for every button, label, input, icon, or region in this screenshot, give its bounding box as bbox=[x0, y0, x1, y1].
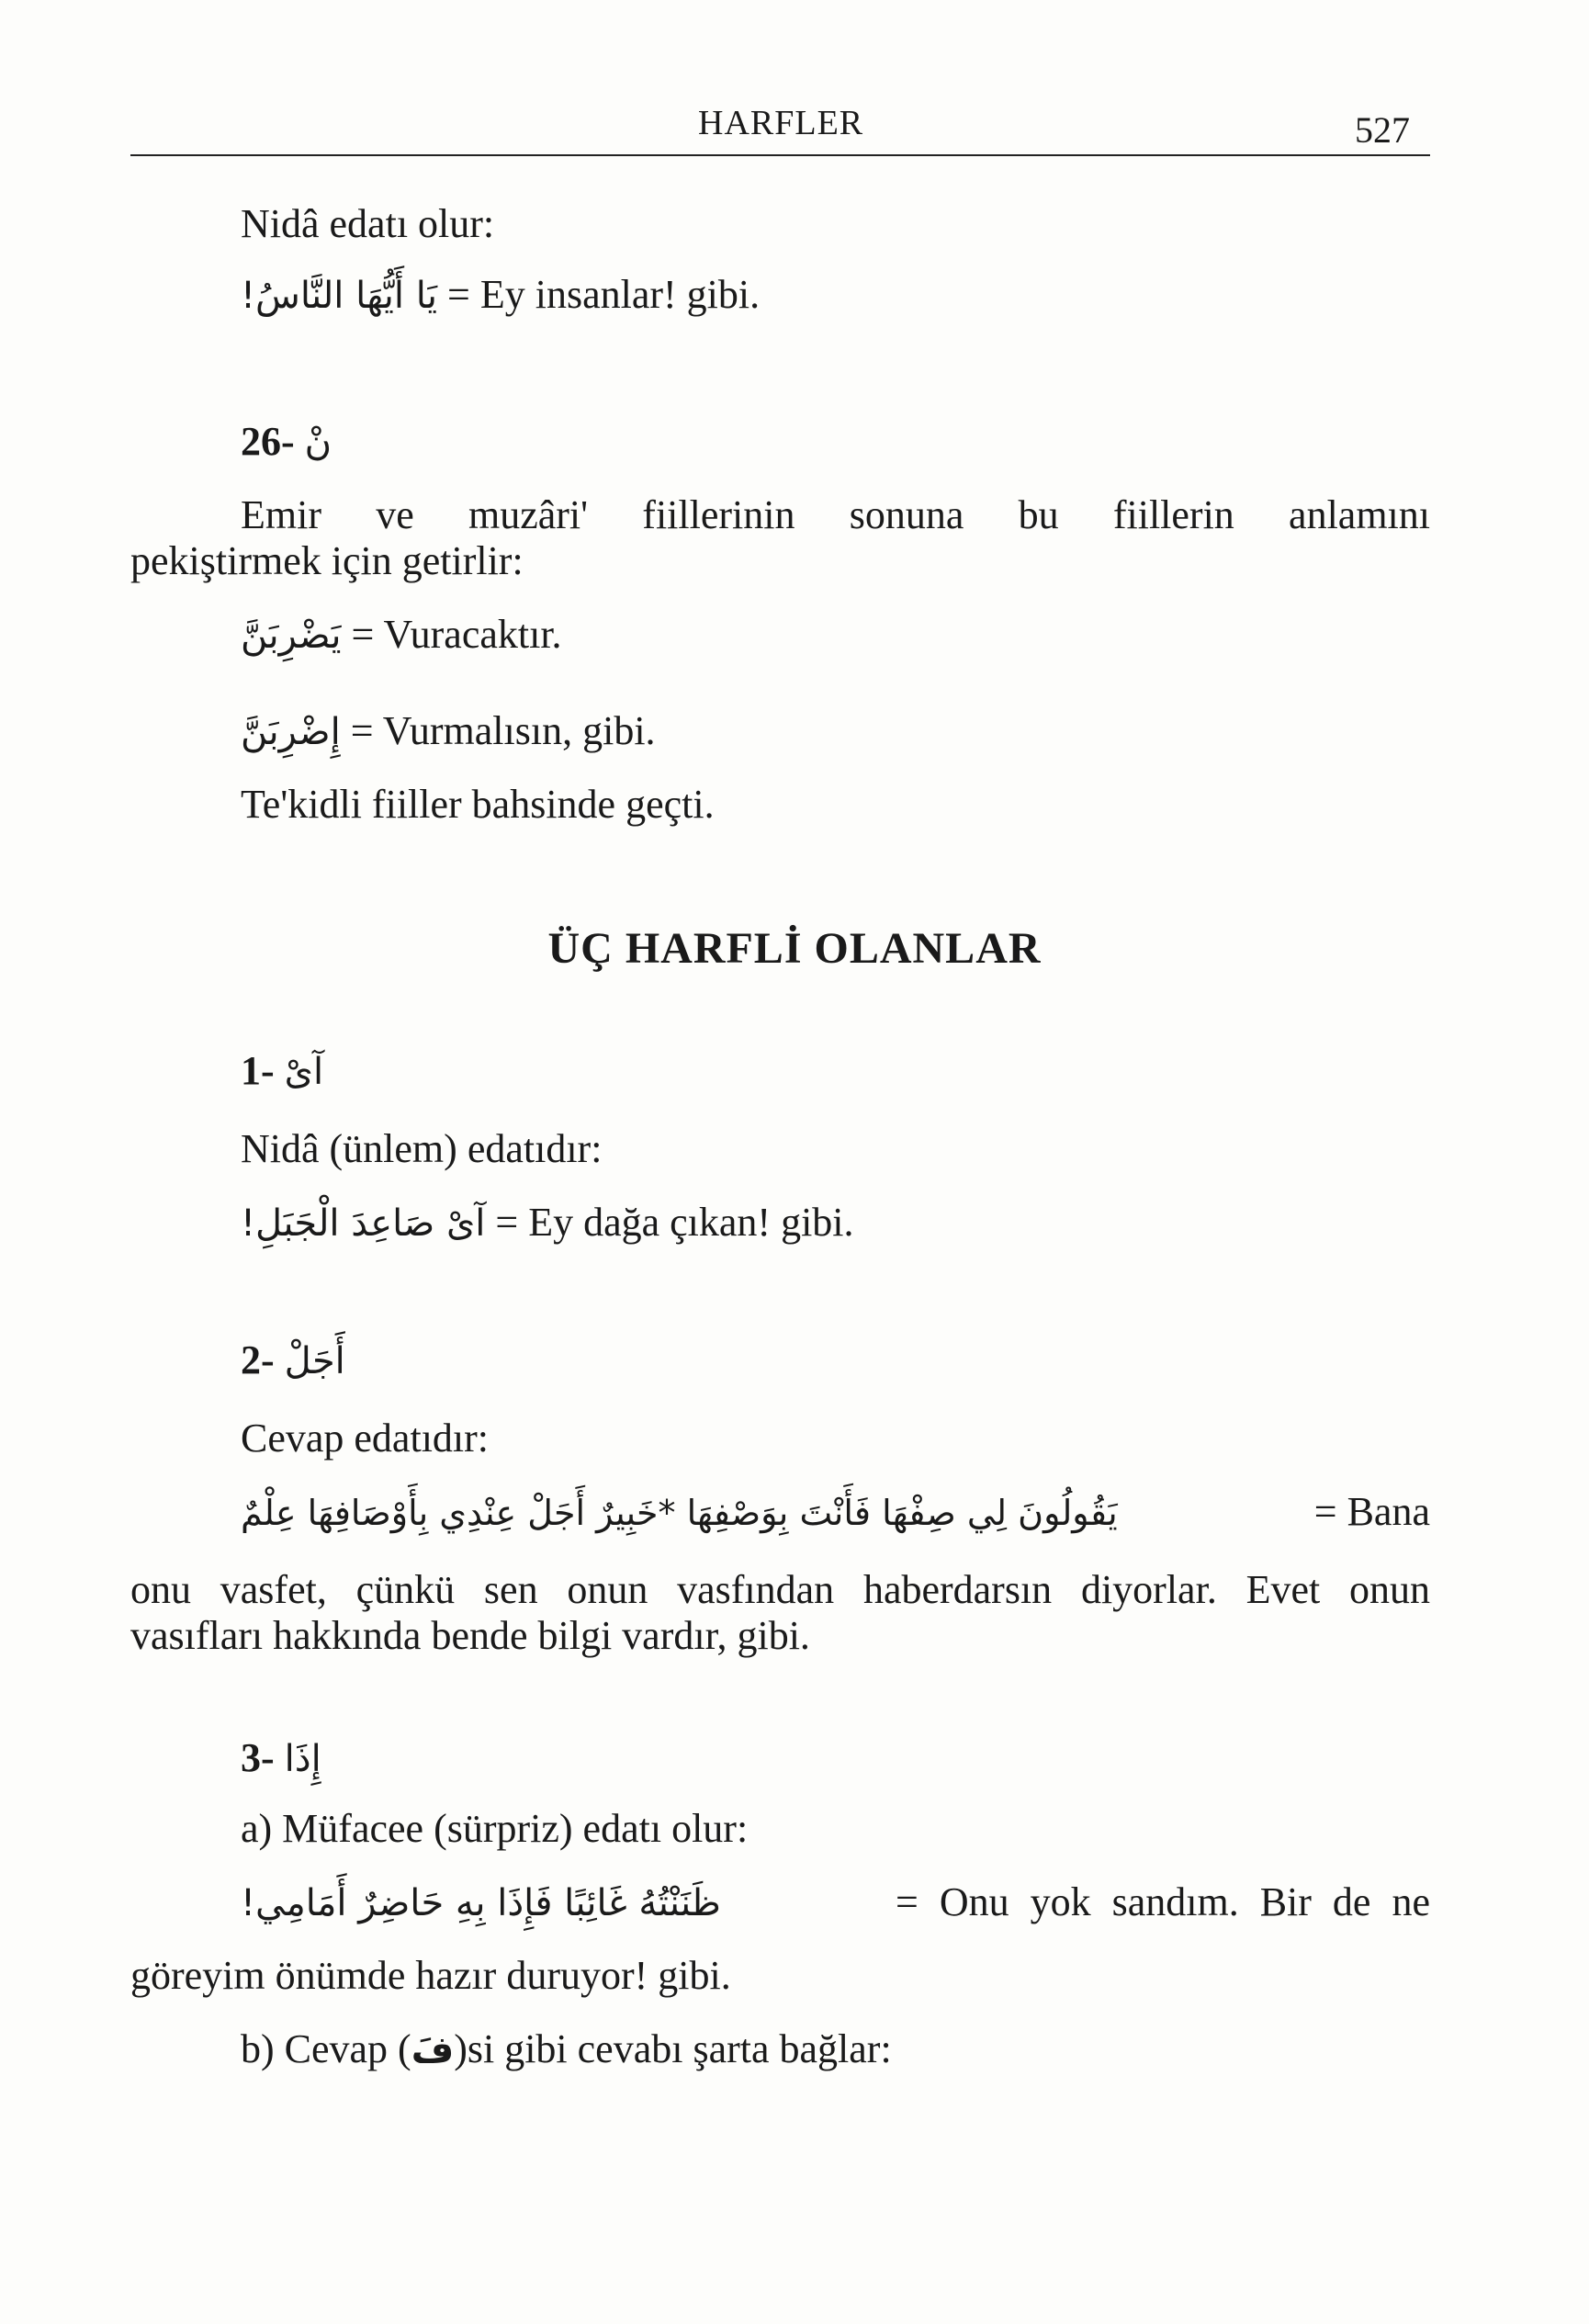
item-1-desc: Nidâ (ünlem) edatıdır: bbox=[241, 1126, 603, 1171]
example-meaning: = Vurmalısın, gibi. bbox=[350, 708, 656, 753]
section-title: ÜÇ HARFLİ OLANLAR bbox=[547, 924, 1042, 973]
arabic-example: يَضْرِبَنَّ bbox=[241, 615, 342, 657]
item-letter: أَجَلْ bbox=[284, 1340, 345, 1382]
item-2-meaning-line2: onu vasfet, çünkü sen onun vasfından haberdarsın diyorlar. Evet onun bbox=[130, 1567, 1430, 1612]
arabic-letter: فَ bbox=[411, 2029, 455, 2071]
item-3-a-meaning-line2: göreyim önümde hazır duruyor! gibi. bbox=[130, 1953, 731, 1998]
item-letter: نْ bbox=[304, 422, 332, 464]
example-meaning: = Onu yok sandım. Bir de ne bbox=[896, 1879, 1430, 1924]
item-1-example bbox=[241, 1199, 854, 1247]
item-2-desc: Cevap edatıdır: bbox=[241, 1416, 490, 1461]
item-2-example bbox=[241, 1488, 1430, 1537]
item-number: 1- bbox=[241, 1048, 275, 1093]
item-26-example-2 bbox=[241, 707, 656, 756]
b-text-before: b) Cevap ( bbox=[241, 2026, 411, 2071]
item-number: 26- bbox=[241, 419, 295, 464]
item-26-note: Te'kidli fiiller bahsinde geçti. bbox=[241, 782, 715, 827]
b-text-after: )si gibi cevabı şarta bağlar: bbox=[454, 2026, 892, 2071]
arabic-example: آىْ صَاعِدَ الْجَبَلِ! bbox=[241, 1202, 486, 1245]
arabic-example: ظَنَنْتُهُ غَائِبًا فَإِذَا بِهِ حَاضِرٌ أَمَامِي! bbox=[241, 1882, 721, 1924]
item-2-meaning-line3: vasıfları hakkında bende bilgi vardır, gibi. bbox=[130, 1613, 810, 1658]
nida-example bbox=[241, 271, 760, 320]
example-meaning: = Ey insanlar! gibi. bbox=[447, 272, 761, 317]
header-rule bbox=[130, 154, 1430, 156]
example-meaning: = Bana bbox=[1313, 1489, 1430, 1534]
item-letter: آىْ bbox=[284, 1051, 324, 1093]
item-letter: إِذَا bbox=[284, 1738, 321, 1780]
item-number: 2- bbox=[241, 1337, 275, 1382]
nida-intro: Nidâ edatı olur: bbox=[241, 201, 495, 246]
item-26-example-1 bbox=[241, 611, 562, 660]
item-number: 3- bbox=[241, 1735, 275, 1780]
item-3-a-desc: a) Müfacee (sürpriz) edatı olur: bbox=[241, 1806, 749, 1851]
arabic-example: إِضْرِبَنَّ bbox=[241, 711, 341, 753]
example-meaning: = Vuracaktır. bbox=[351, 612, 562, 657]
item-1-heading bbox=[241, 1047, 323, 1096]
item-3-b-desc bbox=[241, 2025, 892, 2074]
item-26-heading bbox=[241, 418, 332, 467]
page-number: 527 bbox=[1355, 109, 1410, 151]
item-2-heading bbox=[241, 1337, 345, 1385]
item-26-desc-line2: pekiştirmek için getirlir: bbox=[130, 538, 524, 583]
item-3-a-example bbox=[241, 1878, 1430, 1927]
item-26-desc-line1: Emir ve muzâri' fiillerinin sonuna bu fiillerin anlamını bbox=[241, 492, 1430, 537]
item-3-heading bbox=[241, 1734, 321, 1783]
arabic-example: يَا أَيُّهَا النَّاسُ! bbox=[241, 275, 438, 317]
arabic-poem-verse: يَقُولُونَ لِي صِفْهَا فَأَنْتَ بِوَصْفِهَا *خَبِيرٌ أَجَلْ عِنْدِي بِأَوْصَافِهَا عِلْمٌ bbox=[241, 1493, 1118, 1533]
example-meaning: = Ey dağa çıkan! gibi. bbox=[495, 1200, 854, 1245]
running-header-title: HARFLER bbox=[698, 104, 864, 142]
